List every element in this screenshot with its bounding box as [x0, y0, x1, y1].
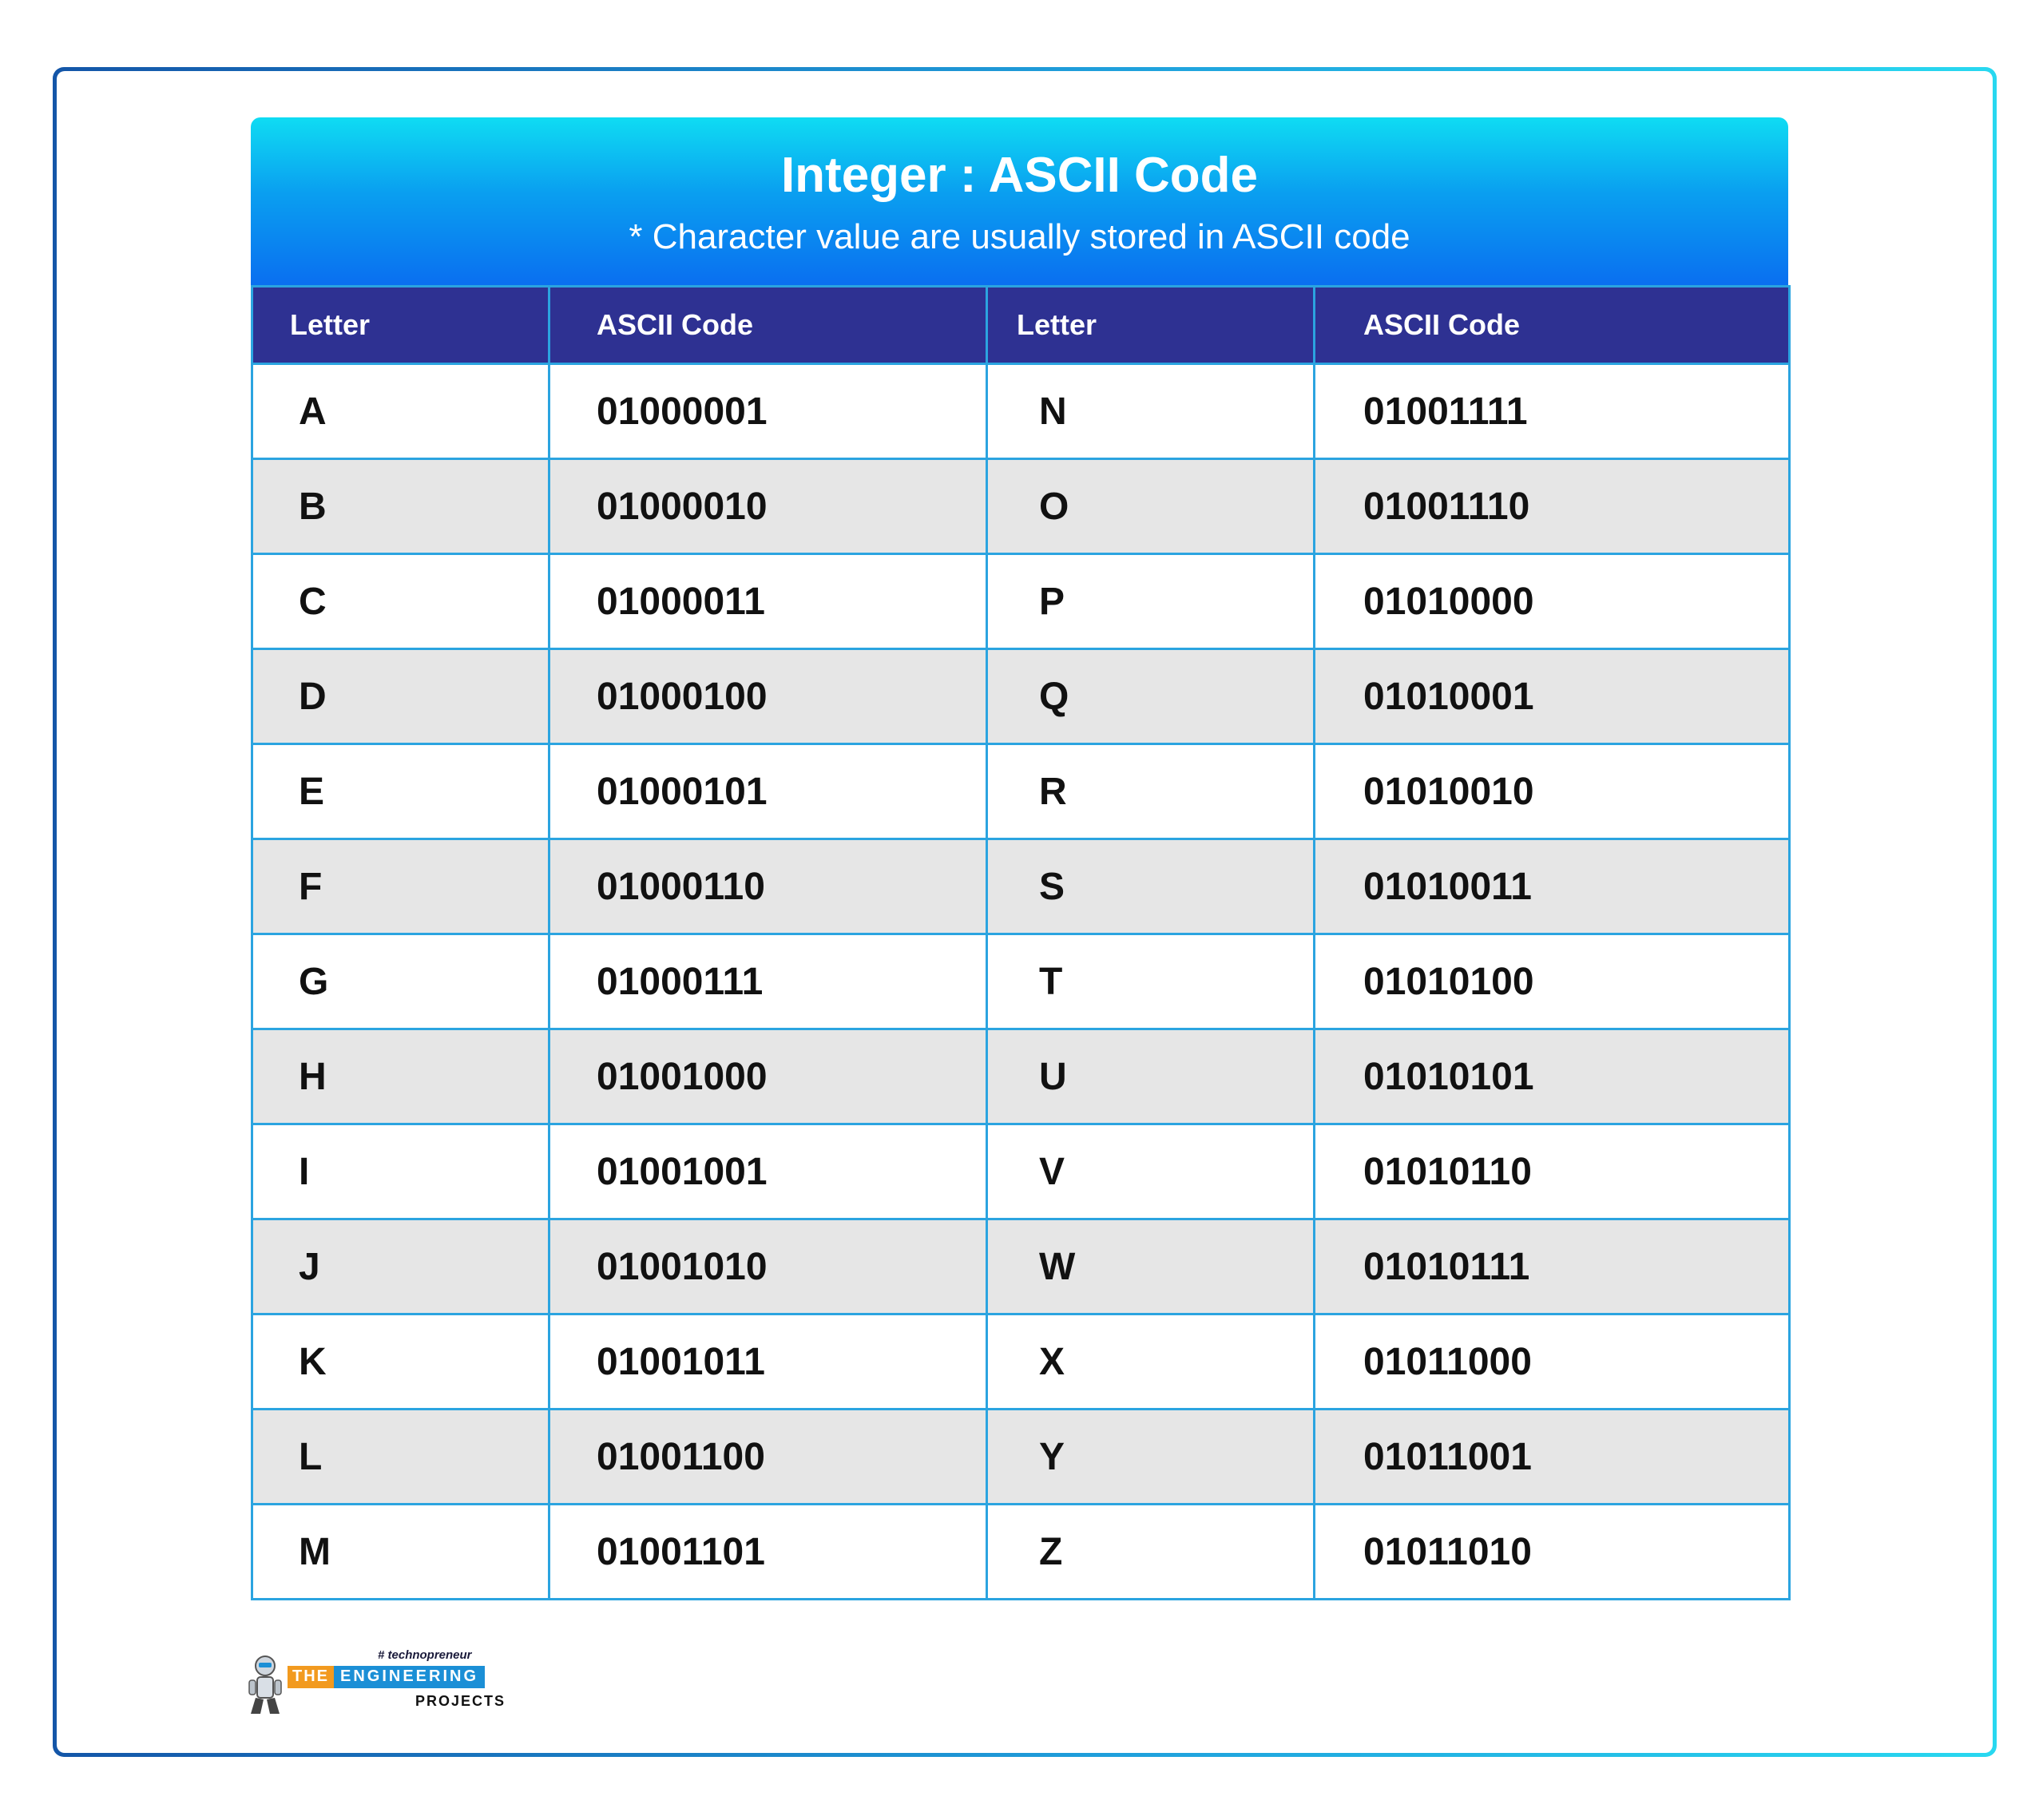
- table-row: [252, 459, 1790, 554]
- cell-ascii-code: 01001010: [549, 1219, 987, 1314]
- table-row: [252, 1124, 1790, 1219]
- cell-ascii-code: 01000010: [549, 459, 987, 554]
- cell-letter: M: [252, 1505, 549, 1600]
- table-row: [252, 1314, 1790, 1410]
- cell-ascii-code: 01001001: [549, 1124, 987, 1219]
- cell-ascii-code: 01010100: [1315, 934, 1790, 1029]
- column-header-letter: Letter: [252, 287, 549, 364]
- table-row: [252, 1219, 1790, 1314]
- table-row: [252, 649, 1790, 744]
- cell-ascii-code: 01000101: [549, 744, 987, 839]
- cell-letter: Z: [987, 1505, 1315, 1600]
- table-row: [252, 1410, 1790, 1505]
- cell-letter: Y: [987, 1410, 1315, 1505]
- cell-letter: R: [987, 744, 1315, 839]
- column-header-ascii-code: ASCII Code: [549, 287, 987, 364]
- ascii-table-card: [251, 117, 1788, 1600]
- table-row: [252, 554, 1790, 649]
- cell-letter: U: [987, 1029, 1315, 1124]
- column-header-row: [252, 287, 1790, 364]
- cell-letter: T: [987, 934, 1315, 1029]
- cell-letter: A: [252, 364, 549, 459]
- cell-letter: S: [987, 839, 1315, 934]
- table-row: [252, 364, 1790, 459]
- cell-letter: J: [252, 1219, 549, 1314]
- cell-letter: L: [252, 1410, 549, 1505]
- table-body: [252, 364, 1790, 1600]
- cell-letter: H: [252, 1029, 549, 1124]
- cell-ascii-code: 01001101: [549, 1505, 987, 1600]
- engineering-projects-logo: [246, 1648, 506, 1720]
- logo-tagline: # technopreneur: [378, 1648, 472, 1662]
- logo-word-engineering: ENGINEERING: [334, 1666, 485, 1688]
- cell-letter: C: [252, 554, 549, 649]
- cell-letter: K: [252, 1314, 549, 1410]
- cell-letter: I: [252, 1124, 549, 1219]
- table-row: [252, 1029, 1790, 1124]
- cell-letter: P: [987, 554, 1315, 649]
- table-header-banner: [251, 117, 1788, 285]
- column-header-ascii-code: ASCII Code: [1315, 287, 1790, 364]
- cell-ascii-code: 01000111: [549, 934, 987, 1029]
- table-row: [252, 744, 1790, 839]
- ascii-table: [251, 285, 1791, 1600]
- cell-ascii-code: 01011001: [1315, 1410, 1790, 1505]
- cell-ascii-code: 01000011: [549, 554, 987, 649]
- cell-letter: F: [252, 839, 549, 934]
- cell-letter: B: [252, 459, 549, 554]
- cell-letter: W: [987, 1219, 1315, 1314]
- cell-letter: E: [252, 744, 549, 839]
- table-row: [252, 934, 1790, 1029]
- logo-word-projects: PROJECTS: [415, 1693, 506, 1709]
- cell-ascii-code: 01010000: [1315, 554, 1790, 649]
- cell-ascii-code: 01001111: [1315, 364, 1790, 459]
- table-subtitle: * Character value are usually stored in ASCII code: [629, 217, 1410, 256]
- cell-letter: Q: [987, 649, 1315, 744]
- cell-ascii-code: 01010010: [1315, 744, 1790, 839]
- column-header-letter: Letter: [987, 287, 1315, 364]
- cell-ascii-code: 01001011: [549, 1314, 987, 1410]
- cell-ascii-code: 01000110: [549, 839, 987, 934]
- cell-ascii-code: 01010011: [1315, 839, 1790, 934]
- robot-icon: [246, 1653, 284, 1715]
- cell-letter: D: [252, 649, 549, 744]
- cell-ascii-code: 01000001: [549, 364, 987, 459]
- table-title: Integer : ASCII Code: [780, 148, 1259, 203]
- cell-letter: N: [987, 364, 1315, 459]
- cell-ascii-code: 01001000: [549, 1029, 987, 1124]
- cell-ascii-code: 01011010: [1315, 1505, 1790, 1600]
- logo-word-the: THE: [288, 1666, 334, 1688]
- cell-letter: X: [987, 1314, 1315, 1410]
- cell-ascii-code: 01011000: [1315, 1314, 1790, 1410]
- cell-letter: V: [987, 1124, 1315, 1219]
- table-row: [252, 1505, 1790, 1600]
- cell-ascii-code: 01010001: [1315, 649, 1790, 744]
- cell-ascii-code: 01001110: [1315, 459, 1790, 554]
- cell-ascii-code: 01010110: [1315, 1124, 1790, 1219]
- table-row: [252, 839, 1790, 934]
- cell-ascii-code: 01010101: [1315, 1029, 1790, 1124]
- cell-ascii-code: 01001100: [549, 1410, 987, 1505]
- cell-ascii-code: 01010111: [1315, 1219, 1790, 1314]
- cell-letter: G: [252, 934, 549, 1029]
- cell-letter: O: [987, 459, 1315, 554]
- cell-ascii-code: 01000100: [549, 649, 987, 744]
- logo-wordmark: [288, 1666, 485, 1688]
